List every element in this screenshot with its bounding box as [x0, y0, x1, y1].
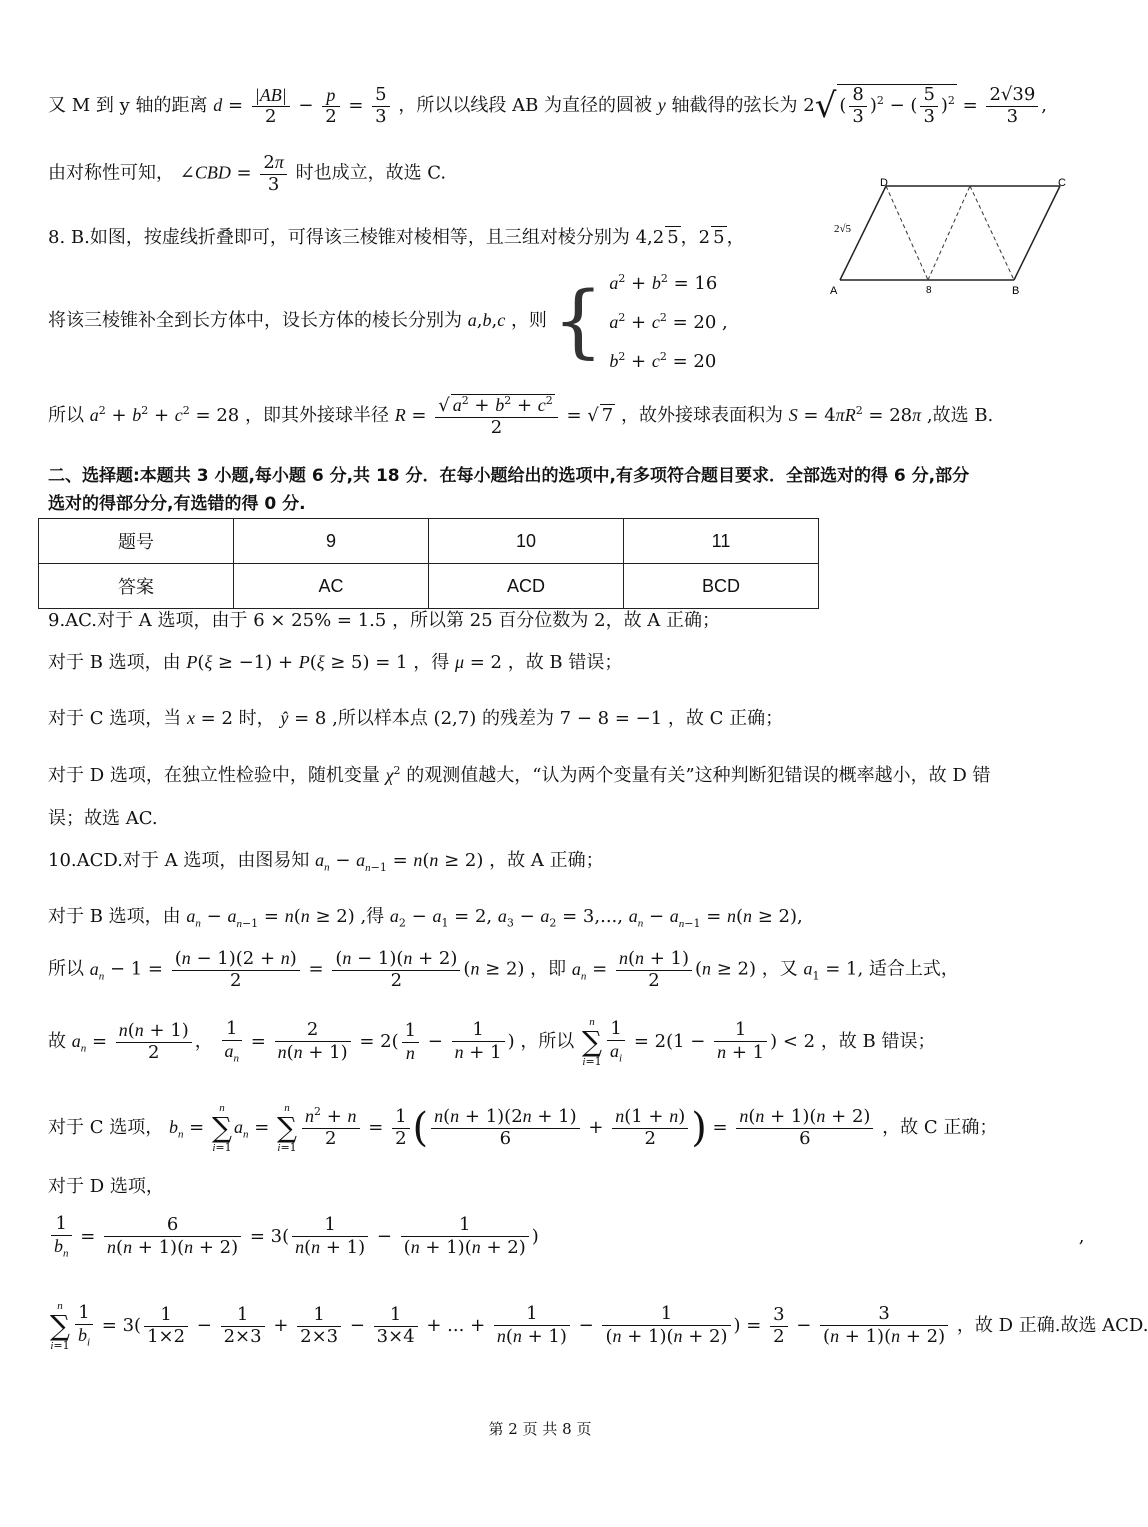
text: 10.ACD.对于 A 选项，由图易知 — [48, 850, 310, 871]
line-2: 由对称性可知， ∠CBD = $\frac{2\pi}{3}$ 时也成立，故选 C. — [48, 152, 447, 195]
text: ，故 C 正确； — [667, 708, 784, 729]
text: 的观测值越大，“认为两个变量有关”这种判断犯错误的概率越小，故 D 错 — [406, 765, 991, 786]
label-B: B — [1012, 285, 1020, 297]
fraction: $\frac{√ a^2 + b^2 + c^2}{2}$ — [435, 394, 558, 438]
label-A: A — [830, 285, 838, 297]
sqrt: ( $\frac{8}{3}$ )$^2$ − ( $\frac{5}{3}$ )$^2$ — [839, 84, 955, 127]
q9-line-4: 对于 D 选项，在独立性检验中，随机变量 $\chi^2$ 的观测值越大，“认为两个变量有关”这种判断犯错误的概率越小，故 D 错 — [48, 764, 991, 786]
text: 适合上式， — [868, 958, 959, 980]
table-cell: 11 — [624, 519, 819, 564]
text: 时， — [238, 708, 275, 729]
line-1: 又 M 到 y 轴的距离 d = $\frac{|AB|}{2}$ − $\frac{p}{2}$ = $\frac{5}{3}$ ，所以以线段 AB 为直径的圆被 y 轴截得的弦长为 2√ ( $\frac{8}{3}$ )$^2$ − ( $\frac{5}{3}$ )$^2$ = $\frac{2√39}{3}$ , — [48, 84, 1048, 127]
q9-line-3: 对于 C 选项，当 x = 2 时， ŷ = 8 ,所以样本点 (2,7) 的残差为 7 − 8 = −1 ，故 C 正确； — [48, 708, 784, 729]
text: 时也成立，故选 C. — [295, 162, 447, 184]
q10-line-8: n ∑ i=1 $\frac{1}{b_i}$ = 3( $\frac{1}{1\times 2}$ − $\frac{1}{2\times 3}$ + $\frac{1}{2\times 3}$ − $\frac{1}{3\times 4}$ + ... + $\frac{1}{n(n + 1)}$ − $\frac{1}{(n + 1)(n + 2)}$ ) = $\frac{3}{2}$ − $\frac{3}{(n + 1)(n + 2)}$ ，故 D 正确.故选 ACD. — [50, 1300, 1148, 1352]
text: ，所以 — [520, 1031, 575, 1052]
q10-line-2: 对于 B 选项，由 $a_n - a_{n-1} = n(n \ge 2)$ ,得 $a_2 - a_1 = 2$, $a_3 - a_2 = 3$,..., $a_n - a_{n-1} = n(n \ge 2)$, — [48, 906, 803, 930]
line-5: 所以 $a^2 + b^2 + c^2 = 28$ ，即其外接球半径 R = $\frac{√ a^2 + b^2 + c^2}{2}$ = √ 7 ，故外接球表面积为 $S = 4\pi R^2 = 28\pi$ ,故选 B. — [48, 394, 994, 438]
q10-line-5: 对于 C 选项， $b_n = n$ ∑ $i=1a_n = n$ ∑ i=1 $\frac{n^2 + n}{2}$ = $\frac{1}{2}$ ( $\frac{n(n + 1)(2n + 1)}{6}$ + $\frac{n(1 + n)}{2}$ ) = $\frac{n(n + 1)(n + 2)}{6}$ ，故 C 正确； — [48, 1102, 998, 1154]
text: 又 M 到 y 轴的距离 — [48, 95, 208, 117]
section-2-heading-cont: 选对的得部分分,有选错的得 0 分. — [48, 494, 306, 514]
fraction: $\frac{2\pi}{3}$ — [260, 152, 286, 195]
text: 对于 B 选项，由 — [48, 652, 181, 673]
q10-line-4: 故 $a_n$ = $\frac{n(n + 1)}{2}$ ， $\frac{1}{a_n}$ = $\frac{2}{n(n + 1)}$ = 2( $\frac{1}{n}$ − $\frac{1}{n + 1}$ ) ，所以 n ∑ i=1 $\frac{1}{a_i}$ = 2(1 − $\frac{1}{n + 1}$ ) < 2 ，故 B 错误； — [48, 1016, 936, 1068]
fraction: $\frac{5}{3}$ — [372, 85, 389, 127]
text: ，故 B 错误； — [820, 1031, 936, 1052]
text: ，故 D 正确.故选 ACD. — [956, 1315, 1148, 1336]
text: 轴截得的弦长为 — [671, 95, 798, 117]
text: ，即 — [530, 958, 567, 980]
table-cell: 答案 — [39, 564, 234, 609]
text: 所以 — [48, 405, 84, 427]
table-row — [39, 519, 819, 564]
text: ，得 — [413, 652, 450, 673]
text: 的残差为 — [481, 708, 554, 729]
text: 对于 B 选项，由 — [48, 906, 181, 927]
line-3: 8. B.如图，按虚线折叠即可，可得该三棱锥对棱相等，且三组对棱分别为 4,2 5 ，2 5 ， — [48, 227, 745, 248]
fraction: $\frac{|AB|}{2}$ — [252, 85, 290, 127]
table-cell: 10 — [429, 519, 624, 564]
text: 9.AC.对于 A 选项，由于 — [48, 610, 248, 631]
q10-line-6: 对于 D 选项， — [48, 1176, 164, 1197]
text: ，所以以线段 AB 为直径的圆被 — [398, 95, 653, 117]
line-4: 将该三棱锥补全到长方体中，设长方体的棱长分别为 a,b,c ，则 { $a^2 + b^2 = 16$ $a^2 + c^2 = 20$ , $b^2 + c^2 = 20$ — [48, 262, 728, 379]
section-2-heading: 二、选择题:本题共 3 小题,每小题 6 分,共 18 分．在每小题给出的选项中,有多项符合题目要求．全部选对的得 6 分,部分 — [48, 466, 970, 486]
q9-line-1: 9.AC.对于 A 选项，由于 6 × 25% = 1.5 ，所以第 25 百分位数为 2，故 A 正确； — [48, 610, 721, 631]
q10-line-3: 所以 $a_n - 1$ = $\frac{(n - 1)(2 + n)}{2}$ = $\frac{(n - 1)(n + 2)}{2}$ (n ≥ 2) ，即 $a_n$ = $\frac{n(n + 1)}{2}$ (n ≥ 2) ，又 $a_1 = 1$, 适合上式， — [48, 948, 959, 991]
math: y — [657, 95, 666, 116]
math: d — [213, 95, 223, 116]
text: ，故 B 错误； — [507, 652, 623, 673]
page-footer: 第 2 页 共 8 页 — [488, 1420, 592, 1438]
text: ，故外接球表面积为 — [620, 405, 783, 427]
label-8: 8 — [926, 285, 932, 296]
table-cell: 题号 — [39, 519, 234, 564]
text: ，所以第 25 百分位数为 2，故 A 正确； — [392, 610, 721, 631]
text: ，故 A 正确； — [489, 850, 604, 871]
table-cell: BCD — [624, 564, 819, 609]
answer-table — [38, 518, 819, 609]
equation-system: $a^2 + b^2 = 16$ $a^2 + c^2 = 20$ , $b^2 + c^2 = 20$ — [609, 272, 728, 372]
table-cell: 9 — [234, 519, 429, 564]
text: ，故 C 正确； — [882, 1117, 998, 1138]
text: ，则 — [510, 309, 547, 331]
q10-line-7: $\frac{1}{b_n}$ = $\frac{6}{n(n + 1)(n + 2)}$ = 3( $\frac{1}{n(n + 1)}$ − $\frac{1}{(n + 1)(n + 2)}$ ) , — [48, 1214, 1084, 1260]
text: ,得 — [360, 906, 385, 927]
text: 将该三棱锥补全到长方体中，设长方体的棱长分别为 — [48, 309, 462, 331]
text: 对于 C 选项，当 — [48, 708, 182, 729]
q9-line-2: 对于 B 选项，由 P(ξ ≥ −1) + P(ξ ≥ 5) = 1 ，得 μ = 2 ，故 B 错误； — [48, 652, 623, 673]
q9-line-5: 误；故选 AC. — [48, 808, 158, 829]
text: ,故选 B. — [926, 405, 994, 427]
label-C: C — [1058, 177, 1066, 189]
text: ，又 — [761, 958, 798, 980]
text: 所以 — [48, 958, 84, 980]
label-D: D — [880, 177, 888, 189]
table-cell: AC — [234, 564, 429, 609]
label-2sqrt5: 2√5 — [834, 223, 852, 235]
text: 由对称性可知， — [48, 162, 174, 184]
text: 对于 C 选项， — [48, 1117, 164, 1138]
text: 对于 D 选项，在独立性检验中，随机变量 — [48, 765, 380, 786]
parallelogram-diagram — [826, 174, 1076, 304]
text: 8. B.如图，按虚线折叠即可，可得该三棱锥对棱相等，且三组对棱分别为 — [48, 227, 630, 248]
fraction: $\frac{2√39}{3}$ — [986, 85, 1038, 127]
table-cell: ACD — [429, 564, 624, 609]
text: ,所以样本点 — [332, 708, 428, 729]
q10-line-1: 10.ACD.对于 A 选项，由图易知 $a_n - a_{n-1} = n(n \ge 2)$ ，故 A 正确； — [48, 850, 604, 874]
table-row — [39, 564, 819, 609]
text: 故 — [48, 1031, 66, 1052]
fraction: $\frac{p}{2}$ — [322, 85, 339, 127]
text: ，即其外接球半径 — [244, 405, 389, 427]
